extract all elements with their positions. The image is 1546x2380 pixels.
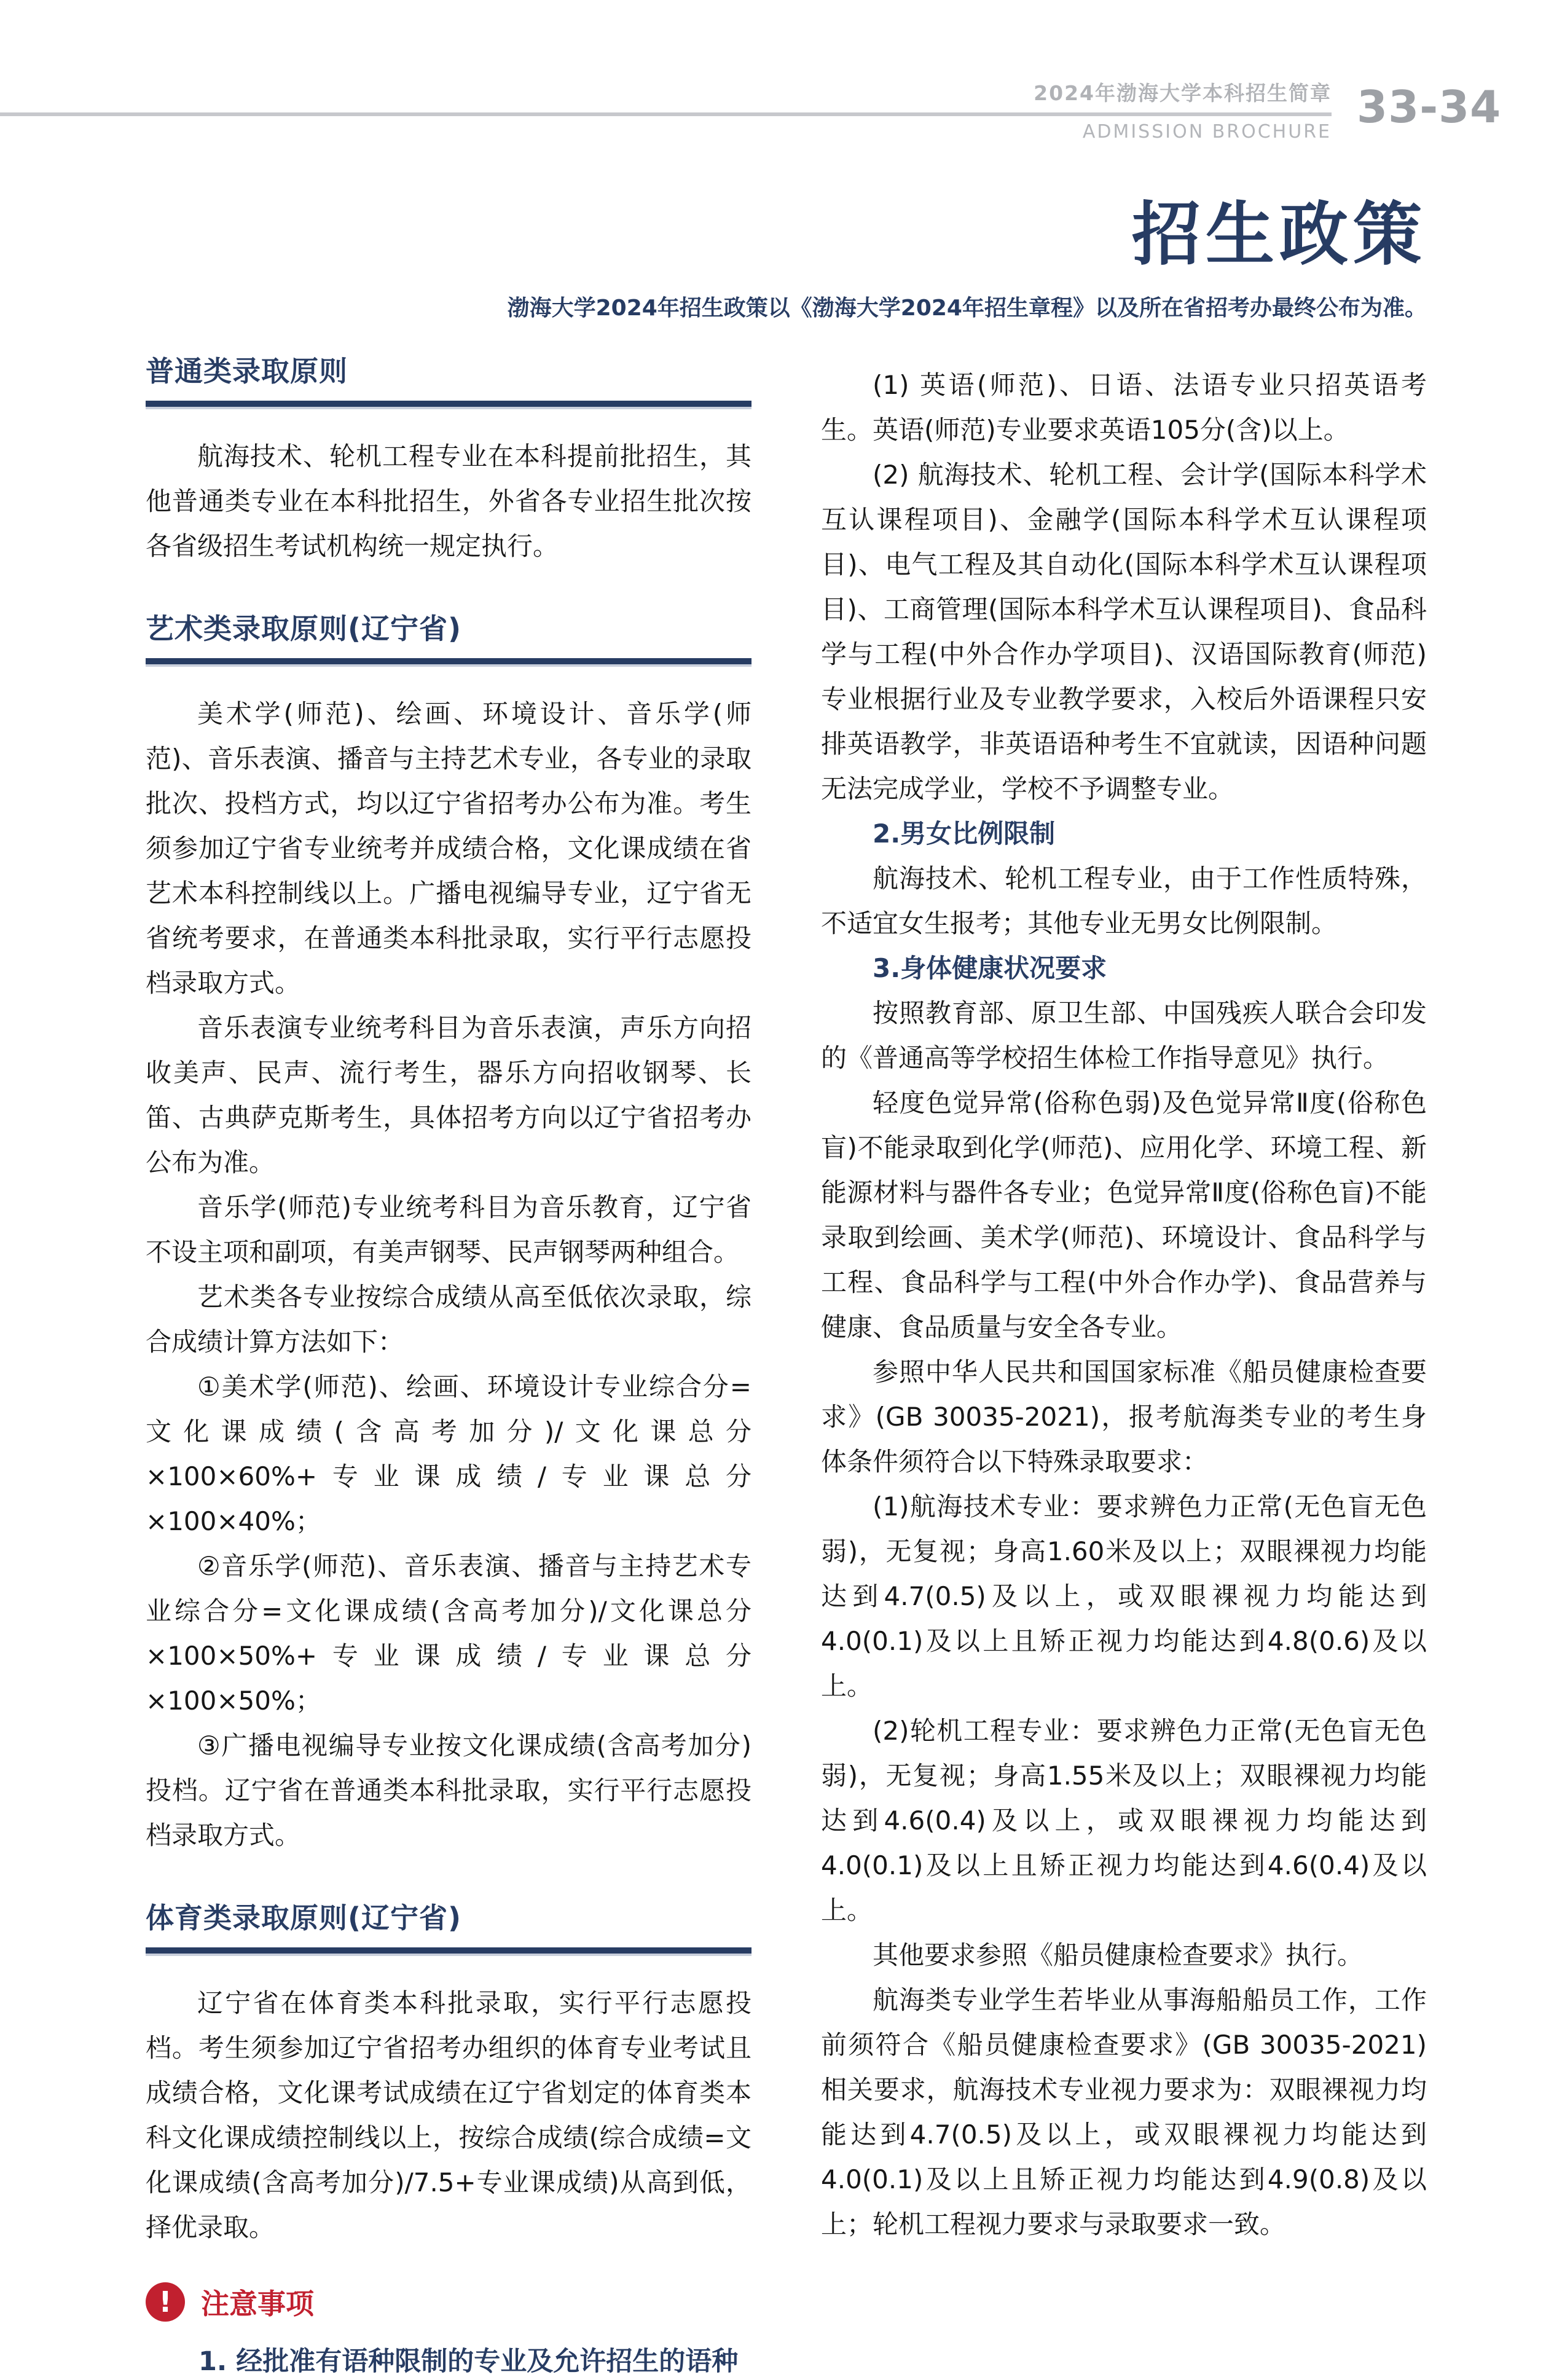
- notice-header: [146, 2282, 751, 2322]
- paragraph: 美术学(师范)、绘画、环境设计、音乐学(师范)、音乐表演、播音与主持艺术专业，各专业的录取批次、投档方式，均以辽宁省招考办公布为准。考生须参加辽宁省专业统考并成绩合格，文化课成绩在省艺术本科控制线以上。广播电视编导专业，辽宁省无省统考要求，在普通类本科批录取，实行平行志愿投档录取方式。: [146, 699, 751, 998]
- paragraph: ③广播电视编导专业按文化课成绩(含高考加分)投档。辽宁省在普通类本科批录取，实行平行志愿投档录取方式。: [146, 1730, 751, 1850]
- notice-block: [146, 2282, 751, 2380]
- paragraph: (2) 航海技术、轮机工程、会计学(国际本科学术互认课程项目)、金融学(国际本科学术互认课程项目)、电气工程及其自动化(国际本科学术互认课程项目)、工商管理(国际本科学术互认课程项目)、食品科学与工程(中外合作办学项目)、汉语国际教育(师范)专业根据行业及专业教学要求，入校后外语课程只安排英语教学，非英语语种考生不宜就读，因语种问题无法完成学业，学校不予调整专业。: [821, 460, 1427, 804]
- paragraph: (2)轮机工程专业：要求辨色力正常(无色盲无色弱)，无复视；身高1.55米及以上；双眼裸视力均能达到4.6(0.4)及以上，或双眼裸视力均能达到4.0(0.1)及以上且矫正视力均能达到4.6(0.4)及以上。: [821, 1716, 1427, 1925]
- right-column: [821, 355, 1427, 2247]
- paragraph: 艺术类各专业按综合成绩从高至低依次录取，综合成绩计算方法如下：: [146, 1282, 751, 1357]
- section-general-admission: [146, 355, 751, 568]
- header-title-en: ADMISSION BROCHURE: [1082, 121, 1332, 143]
- exclamation-icon: !: [146, 2282, 185, 2322]
- section-art-admission: [146, 613, 751, 1858]
- paragraph: 音乐表演专业统考科目为音乐表演，声乐方向招收美声、民声、流行考生，器乐方向招收钢琴、长笛、古典萨克斯考生，具体招考方向以辽宁省招考办公布为准。: [146, 1013, 751, 1177]
- notice-title: 注意事项: [201, 2287, 314, 2320]
- section-body: [146, 1981, 751, 2250]
- paragraph: (1)航海技术专业：要求辨色力正常(无色盲无色弱)，无复视；身高1.60米及以上；双眼裸视力均能达到4.7(0.5)及以上，或双眼裸视力均能达到4.0(0.1)及以上且矫正视力均能达到4.8(0.6)及以上。: [821, 1491, 1427, 1701]
- paragraph: 按照教育部、原卫生部、中国残疾人联合会印发的《普通高等学校招生体检工作指导意见》执行。: [821, 998, 1427, 1073]
- paragraph: 音乐学(师范)专业统考科目为音乐教育，辽宁省不设主项和副项，有美声钢琴、民声钢琴两种组合。: [146, 1192, 751, 1267]
- paragraph: 轻度色觉异常(俗称色弱)及色觉异常Ⅱ度(俗称色盲)不能录取到化学(师范)、应用化学、环境工程、新能源材料与器件各专业；色觉异常Ⅱ度(俗称色盲)不能录取到绘画、美术学(师范)、环境设计、食品科学与工程、食品科学与工程(中外合作办学)、食品营养与健康、食品质量与安全各专业。: [821, 1088, 1427, 1342]
- section-heading: 艺术类录取原则(辽宁省): [146, 612, 462, 645]
- hero: [146, 195, 1427, 322]
- page-header: [0, 0, 1332, 143]
- section-body: [146, 691, 751, 1858]
- sub-heading-gender-ratio: 2.男女比例限制: [873, 819, 1056, 849]
- page-title: 招生政策: [1132, 195, 1427, 275]
- section-rule: [146, 658, 751, 667]
- paragraph: ①美术学(师范)、绘画、环境设计专业综合分=文化课成绩(含高考加分)/文化课总分×100×60%+专业课成绩/专业课总分×100×40%；: [146, 1372, 751, 1536]
- notice-item-1: 1. 经批准有语种限制的专业及允许招生的语种: [198, 2346, 739, 2377]
- paragraph: 辽宁省在体育类本科批录取，实行平行志愿投档。考生须参加辽宁省招考办组织的体育专业考试且成绩合格，文化课考试成绩在辽宁省划定的体育类本科文化课成绩控制线以上，按综合成绩(综合成绩=文化课成绩(含高考加分)/7.5+专业课成绩)从高到低，择优录取。: [146, 1988, 751, 2242]
- paragraph: 航海技术、轮机工程专业在本科提前批招生，其他普通类专业在本科批招生，外省各专业招生批次按各省级招生考试机构统一规定执行。: [146, 441, 751, 561]
- paragraph: 航海类专业学生若毕业从事海船船员工作，工作前须符合《船员健康检查要求》(GB 30035-2021)相关要求，航海技术专业视力要求为：双眼裸视力均能达到4.7(0.5)及以上，或双眼裸视力均能达到4.0(0.1)及以上且矫正视力均能达到4.9(0.8)及以上；轮机工程视力要求与录取要求一致。: [821, 1985, 1427, 2239]
- paragraph: 航海技术、轮机工程专业，由于工作性质特殊，不适宜女生报考；其他专业无男女比例限制。: [821, 863, 1427, 938]
- content-columns: [146, 355, 1427, 2380]
- section-rule: [146, 401, 751, 409]
- section-rule: [146, 1947, 751, 1956]
- paragraph: ②音乐学(师范)、音乐表演、播音与主持艺术专业综合分=文化课成绩(含高考加分)/文化课总分×100×50%+专业课成绩/专业课总分×100×50%；: [146, 1551, 751, 1716]
- header-title-cn: 2024年渤海大学本科招生简章: [1034, 81, 1332, 105]
- section-body: [146, 434, 751, 568]
- page-number: 33-34: [1357, 81, 1502, 133]
- header-divider: [0, 112, 1332, 116]
- page-subtitle: 渤海大学2024年招生政策以《渤海大学2024年招生章程》以及所在省招考办最终公布为准。: [507, 295, 1427, 321]
- section-sports-admission: [146, 1902, 751, 2250]
- paragraph: (1) 英语(师范)、日语、法语专业只招英语考生。英语(师范)专业要求英语105分(含)以上。: [821, 370, 1427, 445]
- paragraph: 参照中华人民共和国国家标准《船员健康检查要求》(GB 30035-2021)，报考航海类专业的考生身体条件须符合以下特殊录取要求：: [821, 1357, 1427, 1477]
- paragraph: 其他要求参照《船员健康检查要求》执行。: [873, 1940, 1364, 1970]
- sub-heading-health-requirements: 3.身体健康状况要求: [873, 953, 1107, 983]
- section-heading: 体育类录取原则(辽宁省): [146, 1901, 462, 1934]
- left-column: [146, 355, 751, 2380]
- section-heading: 普通类录取原则: [146, 355, 348, 388]
